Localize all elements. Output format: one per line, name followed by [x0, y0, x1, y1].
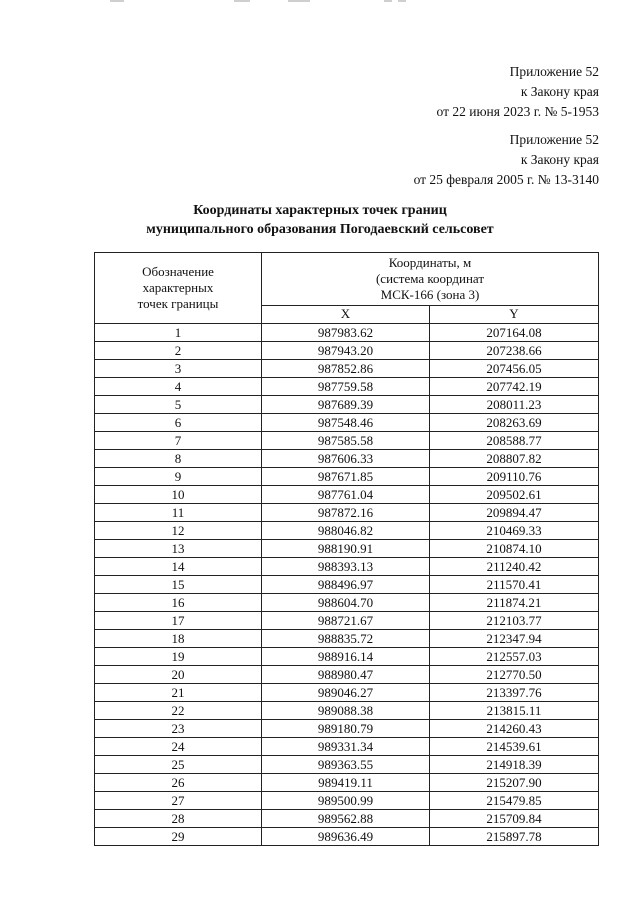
table-row — [95, 540, 599, 558]
x-coordinate-cell: 987852.86 — [262, 360, 430, 378]
x-coordinate-cell: 987689.39 — [262, 396, 430, 414]
point-number-cell: 10 — [95, 486, 262, 504]
point-number-cell: 2 — [95, 342, 262, 360]
x-coordinate-cell: 989562.88 — [262, 810, 430, 828]
scan-top-marks — [110, 0, 410, 6]
y-coordinate-cell: 209502.61 — [430, 486, 599, 504]
point-number-cell: 13 — [95, 540, 262, 558]
table-row — [95, 648, 599, 666]
point-number-cell: 28 — [95, 810, 262, 828]
y-coordinate-cell: 214539.61 — [430, 738, 599, 756]
point-number-cell: 29 — [95, 828, 262, 846]
document-title — [0, 201, 640, 239]
x-coordinate-cell: 988835.72 — [262, 630, 430, 648]
y-coordinate-cell: 212347.94 — [430, 630, 599, 648]
x-coordinate-cell: 988190.91 — [262, 540, 430, 558]
point-number-cell: 21 — [95, 684, 262, 702]
appendix-number: Приложение 52 — [509, 64, 599, 79]
table-row — [95, 756, 599, 774]
appendix-law-ref: к Закону края — [520, 152, 599, 167]
table-row — [95, 720, 599, 738]
table-row — [95, 792, 599, 810]
table-row — [95, 486, 599, 504]
point-number-cell: 12 — [95, 522, 262, 540]
y-coordinate-cell: 208807.82 — [430, 450, 599, 468]
table-row — [95, 360, 599, 378]
point-number-cell: 7 — [95, 432, 262, 450]
table-row — [95, 342, 599, 360]
y-coordinate-cell: 209110.76 — [430, 468, 599, 486]
table-row — [95, 738, 599, 756]
point-number-cell: 25 — [95, 756, 262, 774]
point-number-cell: 8 — [95, 450, 262, 468]
point-number-cell: 20 — [95, 666, 262, 684]
x-coordinate-cell: 988916.14 — [262, 648, 430, 666]
x-coordinate-cell: 988393.13 — [262, 558, 430, 576]
table-row — [95, 828, 599, 846]
point-number-cell: 27 — [95, 792, 262, 810]
x-coordinate-cell: 989636.49 — [262, 828, 430, 846]
point-number-cell: 26 — [95, 774, 262, 792]
table-row — [95, 684, 599, 702]
table-row — [95, 630, 599, 648]
table-row — [95, 378, 599, 396]
y-coordinate-cell: 213815.11 — [430, 702, 599, 720]
table-row — [95, 774, 599, 792]
x-coordinate-cell: 988046.82 — [262, 522, 430, 540]
y-coordinate-cell: 207456.05 — [430, 360, 599, 378]
table-row — [95, 504, 599, 522]
appendix-original-reference — [414, 130, 599, 190]
x-coordinate-cell: 989331.34 — [262, 738, 430, 756]
table-row — [95, 414, 599, 432]
y-coordinate-cell: 211240.42 — [430, 558, 599, 576]
y-coordinate-cell: 207238.66 — [430, 342, 599, 360]
y-coordinate-cell: 214260.43 — [430, 720, 599, 738]
table-row — [95, 594, 599, 612]
y-coordinate-cell: 210874.10 — [430, 540, 599, 558]
point-number-cell: 14 — [95, 558, 262, 576]
x-coordinate-cell: 987983.62 — [262, 324, 430, 342]
appendix-law-date: от 22 июня 2023 г. № 5-1953 — [436, 104, 599, 119]
y-coordinate-cell: 210469.33 — [430, 522, 599, 540]
y-coordinate-cell: 209894.47 — [430, 504, 599, 522]
point-number-cell: 6 — [95, 414, 262, 432]
y-coordinate-cell: 212770.50 — [430, 666, 599, 684]
x-column-header: X — [262, 305, 430, 323]
table-row — [95, 432, 599, 450]
x-coordinate-cell: 987759.58 — [262, 378, 430, 396]
table-row — [95, 396, 599, 414]
title-line-1: Координаты характерных точек границ — [193, 203, 447, 218]
point-number-cell: 5 — [95, 396, 262, 414]
y-coordinate-cell: 215479.85 — [430, 792, 599, 810]
point-number-cell: 18 — [95, 630, 262, 648]
y-coordinate-cell: 213397.76 — [430, 684, 599, 702]
x-coordinate-cell: 989363.55 — [262, 756, 430, 774]
y-coordinate-cell: 212103.77 — [430, 612, 599, 630]
appendix-law-ref: к Закону края — [520, 84, 599, 99]
x-coordinate-cell: 987671.85 — [262, 468, 430, 486]
y-coordinate-cell: 215207.90 — [430, 774, 599, 792]
table-row — [95, 612, 599, 630]
table-row — [95, 468, 599, 486]
x-coordinate-cell: 988496.97 — [262, 576, 430, 594]
y-coordinate-cell: 215709.84 — [430, 810, 599, 828]
x-coordinate-cell: 989180.79 — [262, 720, 430, 738]
x-coordinate-cell: 989419.11 — [262, 774, 430, 792]
x-coordinate-cell: 987872.16 — [262, 504, 430, 522]
table-row — [95, 522, 599, 540]
x-coordinate-cell: 988721.67 — [262, 612, 430, 630]
x-coordinate-cell: 989500.99 — [262, 792, 430, 810]
x-coordinate-cell: 987761.04 — [262, 486, 430, 504]
point-number-cell: 4 — [95, 378, 262, 396]
table-row — [95, 558, 599, 576]
x-coordinate-cell: 987548.46 — [262, 414, 430, 432]
table-row — [95, 576, 599, 594]
coordinates-table — [94, 252, 599, 846]
table-row — [95, 810, 599, 828]
y-coordinate-cell: 208263.69 — [430, 414, 599, 432]
appendix-current-reference — [437, 62, 599, 122]
x-coordinate-cell: 989046.27 — [262, 684, 430, 702]
point-number-cell: 15 — [95, 576, 262, 594]
y-coordinate-cell: 211570.41 — [430, 576, 599, 594]
point-number-cell: 1 — [95, 324, 262, 342]
x-coordinate-cell: 987585.58 — [262, 432, 430, 450]
x-coordinate-cell: 987606.33 — [262, 450, 430, 468]
point-number-cell: 11 — [95, 504, 262, 522]
table-row — [95, 324, 599, 342]
x-coordinate-cell: 989088.38 — [262, 702, 430, 720]
point-number-cell: 22 — [95, 702, 262, 720]
coordinates-header: Координаты, м (система координат МСК-166 (зона 3) — [262, 253, 599, 306]
point-designation-header: Обозначение характерных точек границы — [95, 253, 262, 324]
point-number-cell: 3 — [95, 360, 262, 378]
y-coordinate-cell: 211874.21 — [430, 594, 599, 612]
appendix-number: Приложение 52 — [509, 132, 599, 147]
point-number-cell: 23 — [95, 720, 262, 738]
x-coordinate-cell: 987943.20 — [262, 342, 430, 360]
table-row — [95, 666, 599, 684]
y-column-header: Y — [430, 305, 599, 323]
y-coordinate-cell: 207164.08 — [430, 324, 599, 342]
title-line-2: муниципального образования Погодаевский сельсовет — [146, 222, 494, 237]
table-body — [95, 324, 599, 846]
table-row — [95, 702, 599, 720]
point-number-cell: 17 — [95, 612, 262, 630]
x-coordinate-cell: 988980.47 — [262, 666, 430, 684]
appendix-law-date: от 25 февраля 2005 г. № 13-3140 — [413, 172, 599, 187]
y-coordinate-cell: 208011.23 — [430, 396, 599, 414]
y-coordinate-cell: 214918.39 — [430, 756, 599, 774]
point-number-cell: 9 — [95, 468, 262, 486]
point-number-cell: 19 — [95, 648, 262, 666]
table-row — [95, 450, 599, 468]
point-number-cell: 24 — [95, 738, 262, 756]
y-coordinate-cell: 215897.78 — [430, 828, 599, 846]
x-coordinate-cell: 988604.70 — [262, 594, 430, 612]
point-number-cell: 16 — [95, 594, 262, 612]
y-coordinate-cell: 212557.03 — [430, 648, 599, 666]
y-coordinate-cell: 208588.77 — [430, 432, 599, 450]
y-coordinate-cell: 207742.19 — [430, 378, 599, 396]
